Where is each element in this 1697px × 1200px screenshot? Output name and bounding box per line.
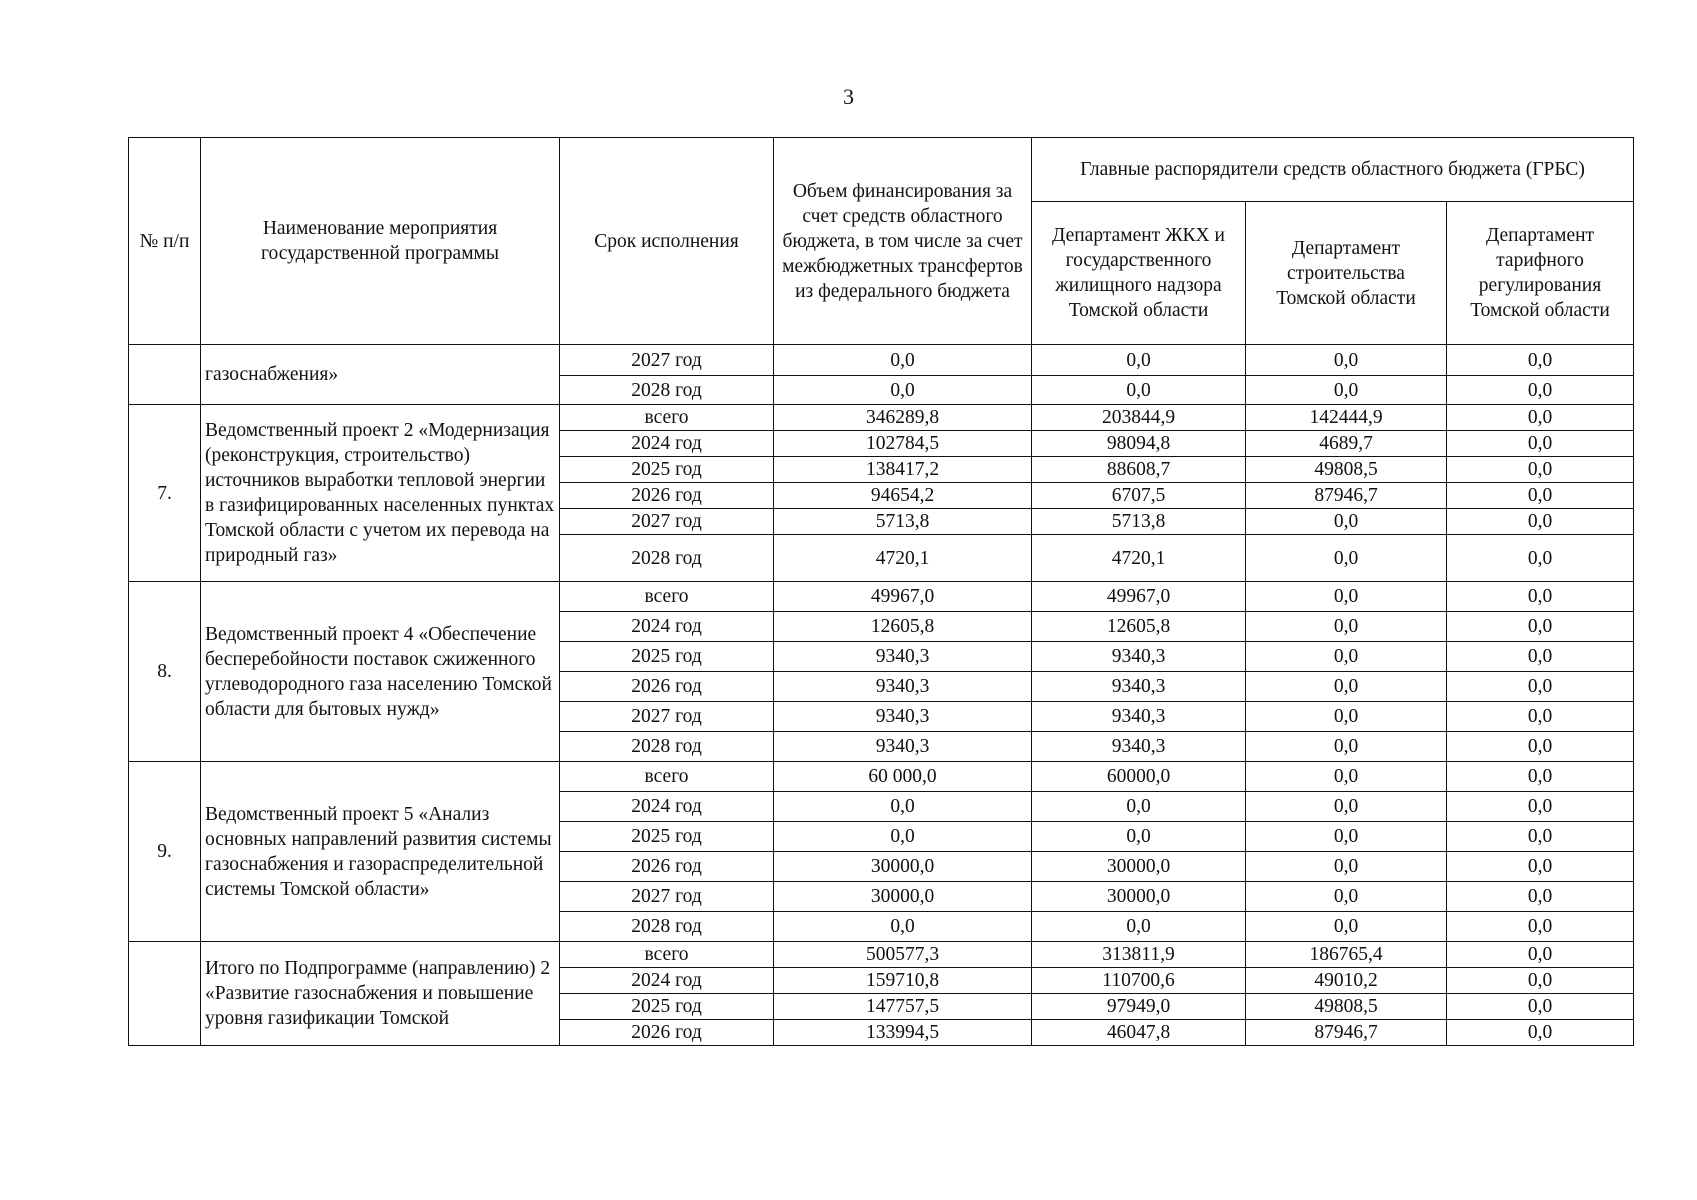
total-cell: 138417,2 xyxy=(774,457,1032,483)
total-cell: 0,0 xyxy=(774,792,1032,822)
term-cell: 2025 год xyxy=(560,642,774,672)
total-cell: 147757,5 xyxy=(774,994,1032,1020)
dept-tariff-cell: 0,0 xyxy=(1447,672,1634,702)
dept-tariff-cell: 0,0 xyxy=(1447,345,1634,376)
term-cell: 2027 год xyxy=(560,702,774,732)
term-cell: 2026 год xyxy=(560,483,774,509)
dept-housing-cell: 97949,0 xyxy=(1032,994,1246,1020)
table-row xyxy=(129,942,1634,968)
term-cell: 2025 год xyxy=(560,822,774,852)
activity-name: Итого по Подпрограмме (направлению) 2 «Развитие газоснабжения и повышение уровня газификации Томской xyxy=(201,942,560,1046)
dept-construction-cell: 0,0 xyxy=(1246,612,1447,642)
dept-housing-cell: 60000,0 xyxy=(1032,762,1246,792)
dept-tariff-cell: 0,0 xyxy=(1447,732,1634,762)
table-row xyxy=(129,345,1634,376)
dept-housing-cell: 0,0 xyxy=(1032,792,1246,822)
dept-construction-cell: 0,0 xyxy=(1246,852,1447,882)
dept-construction-cell: 0,0 xyxy=(1246,535,1447,582)
dept-housing-cell: 5713,8 xyxy=(1032,509,1246,535)
dept-tariff-cell: 0,0 xyxy=(1447,431,1634,457)
term-cell: 2028 год xyxy=(560,732,774,762)
activity-name: газоснабжения» xyxy=(201,345,560,405)
term-cell: всего xyxy=(560,582,774,612)
table-header xyxy=(129,138,1634,345)
dept-tariff-cell: 0,0 xyxy=(1447,642,1634,672)
dept-construction-cell: 0,0 xyxy=(1246,702,1447,732)
dept-housing-cell: 88608,7 xyxy=(1032,457,1246,483)
dept-construction-cell: 0,0 xyxy=(1246,582,1447,612)
term-cell: 2026 год xyxy=(560,1020,774,1046)
dept-tariff-cell: 0,0 xyxy=(1447,1020,1634,1046)
table-row xyxy=(129,405,1634,431)
dept-construction-cell: 186765,4 xyxy=(1246,942,1447,968)
dept-housing-cell: 49967,0 xyxy=(1032,582,1246,612)
activity-name: Ведомственный проект 2 «Модернизация (реконструкция, строительство) источников выработки тепловой энергии в газифицированных населенных пунктах Томской области с учетом их перевода на природный газ» xyxy=(201,405,560,582)
dept-housing-cell: 4720,1 xyxy=(1032,535,1246,582)
total-cell: 0,0 xyxy=(774,345,1032,376)
total-cell: 60 000,0 xyxy=(774,762,1032,792)
total-cell: 30000,0 xyxy=(774,852,1032,882)
dept-construction-cell: 0,0 xyxy=(1246,642,1447,672)
term-cell: 2024 год xyxy=(560,968,774,994)
dept-tariff-cell: 0,0 xyxy=(1447,762,1634,792)
dept-tariff-cell: 0,0 xyxy=(1447,822,1634,852)
dept-tariff-cell: 0,0 xyxy=(1447,483,1634,509)
dept-housing-cell: 0,0 xyxy=(1032,345,1246,376)
header-dept-housing: Департамент ЖКХ и государственного жилищного надзора Томской области xyxy=(1032,202,1246,345)
total-cell: 9340,3 xyxy=(774,732,1032,762)
dept-construction-cell: 49808,5 xyxy=(1246,994,1447,1020)
table-body xyxy=(129,345,1634,1046)
dept-construction-cell: 0,0 xyxy=(1246,822,1447,852)
dept-tariff-cell: 0,0 xyxy=(1447,457,1634,483)
dept-construction-cell: 0,0 xyxy=(1246,792,1447,822)
header-term: Срок исполнения xyxy=(560,138,774,345)
total-cell: 0,0 xyxy=(774,822,1032,852)
dept-tariff-cell: 0,0 xyxy=(1447,852,1634,882)
header-num: № п/п xyxy=(129,138,201,345)
dept-construction-cell: 0,0 xyxy=(1246,672,1447,702)
header-name: Наименование мероприятия государственной программы xyxy=(201,138,560,345)
activity-name: Ведомственный проект 4 «Обеспечение бесперебойности поставок сжиженного углеводородного газа населению Томской области для бытовых нужд» xyxy=(201,582,560,762)
term-cell: 2027 год xyxy=(560,509,774,535)
dept-construction-cell: 49010,2 xyxy=(1246,968,1447,994)
dept-construction-cell: 0,0 xyxy=(1246,882,1447,912)
dept-construction-cell: 0,0 xyxy=(1246,732,1447,762)
page-number: 3 xyxy=(843,84,854,109)
dept-construction-cell: 0,0 xyxy=(1246,762,1447,792)
dept-housing-cell: 0,0 xyxy=(1032,912,1246,942)
dept-tariff-cell: 0,0 xyxy=(1447,535,1634,582)
total-cell: 49967,0 xyxy=(774,582,1032,612)
total-cell: 5713,8 xyxy=(774,509,1032,535)
dept-tariff-cell: 0,0 xyxy=(1447,882,1634,912)
total-cell: 4720,1 xyxy=(774,535,1032,582)
dept-housing-cell: 203844,9 xyxy=(1032,405,1246,431)
dept-construction-cell: 87946,7 xyxy=(1246,483,1447,509)
table-row xyxy=(129,762,1634,792)
dept-construction-cell: 49808,5 xyxy=(1246,457,1447,483)
dept-housing-cell: 9340,3 xyxy=(1032,702,1246,732)
total-cell: 9340,3 xyxy=(774,672,1032,702)
dept-tariff-cell: 0,0 xyxy=(1447,376,1634,405)
dept-tariff-cell: 0,0 xyxy=(1447,582,1634,612)
row-number xyxy=(129,345,201,405)
term-cell: 2024 год xyxy=(560,612,774,642)
dept-tariff-cell: 0,0 xyxy=(1447,912,1634,942)
dept-housing-cell: 98094,8 xyxy=(1032,431,1246,457)
total-cell: 346289,8 xyxy=(774,405,1032,431)
term-cell: 2024 год xyxy=(560,792,774,822)
term-cell: 2027 год xyxy=(560,882,774,912)
term-cell: 2024 год xyxy=(560,431,774,457)
dept-housing-cell: 9340,3 xyxy=(1032,672,1246,702)
term-cell: 2026 год xyxy=(560,672,774,702)
term-cell: 2028 год xyxy=(560,912,774,942)
dept-construction-cell: 87946,7 xyxy=(1246,1020,1447,1046)
header-dept-tariff: Департамент тарифного регулирования Томской области xyxy=(1447,202,1634,345)
total-cell: 9340,3 xyxy=(774,702,1032,732)
row-number: 8. xyxy=(129,582,201,762)
dept-construction-cell: 0,0 xyxy=(1246,345,1447,376)
row-number: 7. xyxy=(129,405,201,582)
dept-housing-cell: 9340,3 xyxy=(1032,642,1246,672)
dept-tariff-cell: 0,0 xyxy=(1447,968,1634,994)
dept-construction-cell: 0,0 xyxy=(1246,376,1447,405)
total-cell: 159710,8 xyxy=(774,968,1032,994)
dept-housing-cell: 12605,8 xyxy=(1032,612,1246,642)
dept-housing-cell: 30000,0 xyxy=(1032,882,1246,912)
term-cell: 2028 год xyxy=(560,535,774,582)
dept-construction-cell: 0,0 xyxy=(1246,509,1447,535)
dept-housing-cell: 110700,6 xyxy=(1032,968,1246,994)
dept-housing-cell: 0,0 xyxy=(1032,376,1246,405)
dept-tariff-cell: 0,0 xyxy=(1447,942,1634,968)
header-grbs: Главные распорядители средств областного бюджета (ГРБС) xyxy=(1032,138,1634,202)
activity-name: Ведомственный проект 5 «Анализ основных направлений развития системы газоснабжения и газораспределительной системы Томской области» xyxy=(201,762,560,942)
row-number: 9. xyxy=(129,762,201,942)
table-row xyxy=(129,582,1634,612)
header-total: Объем финансирования за счет средств областного бюджета, в том числе за счет межбюджетных трансфертов из федерального бюджета xyxy=(774,138,1032,345)
dept-tariff-cell: 0,0 xyxy=(1447,792,1634,822)
dept-housing-cell: 46047,8 xyxy=(1032,1020,1246,1046)
dept-tariff-cell: 0,0 xyxy=(1447,612,1634,642)
term-cell: 2025 год xyxy=(560,457,774,483)
total-cell: 9340,3 xyxy=(774,642,1032,672)
term-cell: всего xyxy=(560,762,774,792)
dept-construction-cell: 0,0 xyxy=(1246,912,1447,942)
row-number xyxy=(129,942,201,1046)
total-cell: 500577,3 xyxy=(774,942,1032,968)
term-cell: 2028 год xyxy=(560,376,774,405)
dept-tariff-cell: 0,0 xyxy=(1447,994,1634,1020)
term-cell: всего xyxy=(560,405,774,431)
dept-tariff-cell: 0,0 xyxy=(1447,509,1634,535)
financing-table xyxy=(128,137,1634,1046)
total-cell: 102784,5 xyxy=(774,431,1032,457)
dept-housing-cell: 6707,5 xyxy=(1032,483,1246,509)
term-cell: всего xyxy=(560,942,774,968)
dept-construction-cell: 4689,7 xyxy=(1246,431,1447,457)
dept-housing-cell: 313811,9 xyxy=(1032,942,1246,968)
term-cell: 2027 год xyxy=(560,345,774,376)
total-cell: 94654,2 xyxy=(774,483,1032,509)
dept-housing-cell: 0,0 xyxy=(1032,822,1246,852)
header-dept-construction: Департамент строительства Томской области xyxy=(1246,202,1447,345)
total-cell: 133994,5 xyxy=(774,1020,1032,1046)
dept-housing-cell: 9340,3 xyxy=(1032,732,1246,762)
term-cell: 2026 год xyxy=(560,852,774,882)
dept-housing-cell: 30000,0 xyxy=(1032,852,1246,882)
dept-construction-cell: 142444,9 xyxy=(1246,405,1447,431)
term-cell: 2025 год xyxy=(560,994,774,1020)
total-cell: 0,0 xyxy=(774,912,1032,942)
total-cell: 30000,0 xyxy=(774,882,1032,912)
dept-tariff-cell: 0,0 xyxy=(1447,405,1634,431)
total-cell: 12605,8 xyxy=(774,612,1032,642)
dept-tariff-cell: 0,0 xyxy=(1447,702,1634,732)
total-cell: 0,0 xyxy=(774,376,1032,405)
